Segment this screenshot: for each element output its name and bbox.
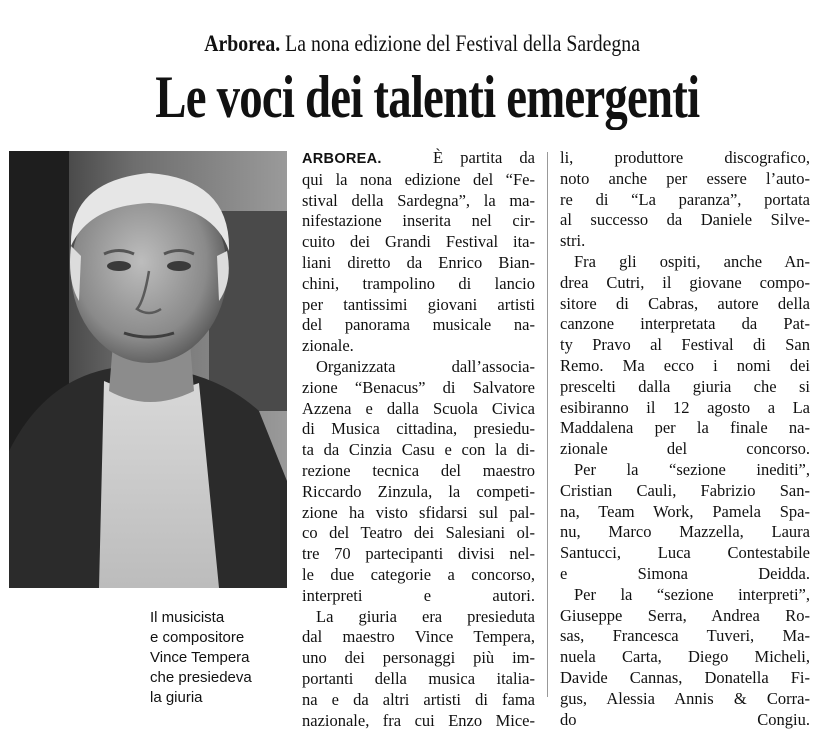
paragraph — [302, 357, 535, 607]
text-line: dal maestro Vince Tempera, — [302, 627, 535, 647]
article-photo — [9, 151, 287, 588]
text-line: portanti della musica italia- — [302, 668, 535, 688]
text-line: Per la “sezione interpreti”, — [574, 584, 810, 604]
text-line: noto anche per essere l’auto- — [560, 168, 810, 188]
text-line: zione “Benacus” di Salvatore — [302, 377, 535, 397]
photo-caption — [150, 608, 290, 708]
text-line: Fra gli ospiti, anche An- — [574, 251, 810, 271]
caption-line: Il musicista — [150, 609, 225, 626]
text-line: qui la nona edizione del “Fe- — [302, 169, 535, 189]
text-line: zione ha visto sfidarsi sul pal- — [302, 502, 535, 522]
text-line: prescelti dalla giuria che si — [560, 376, 810, 396]
paragraph — [560, 252, 810, 460]
text-line: Santucci, Luca Contestabile — [560, 543, 810, 563]
headline: Le voci dei talenti emergenti — [155, 64, 700, 130]
text-line: interpreti e autori. — [302, 585, 535, 605]
article-column-1 — [302, 148, 535, 731]
text-line: tre 70 partecipanti divisi nel- — [302, 544, 535, 564]
text-line: Organizzata dall’associa- — [316, 356, 535, 376]
text-line: do Congiu. — [560, 709, 810, 729]
text-line: per tantissimi giovani artisti — [302, 294, 535, 314]
column-rule — [547, 152, 548, 697]
paragraph — [560, 585, 810, 731]
text-line: Maddalena per la finale na- — [560, 418, 810, 438]
text-line: na e da altri artisti di fama — [302, 689, 535, 709]
text-line: na, Team Work, Pamela Spa- — [560, 501, 810, 521]
text-line: Riccardo Zinzula, la competi- — [302, 481, 535, 501]
text-line: uno dei personaggi più im- — [302, 648, 535, 668]
dateline: ARBOREA. — [302, 151, 382, 167]
text-line: Per la “sezione inediti”, — [574, 459, 810, 479]
kicker — [67, 30, 777, 58]
text-line: del panorama musicale na- — [302, 315, 535, 335]
text-line: canzone interpretata da Pat- — [560, 314, 810, 334]
caption-line: e compositore — [150, 629, 245, 646]
text-line: nazionale, fra cui Enzo Mice- — [302, 710, 535, 730]
text-line: stival della Sardegna”, la ma- — [302, 190, 535, 210]
text-line: ty Pravo al Festival di San — [560, 335, 810, 355]
text-line: li, produttore discografico, — [560, 148, 810, 167]
text-line: zionale. — [302, 336, 354, 356]
text-line: esibiranno il 12 agosto a La — [560, 397, 810, 417]
text-line: rezione tecnica del maestro — [302, 460, 535, 480]
text-line: Giuseppe Serra, Andrea Ro- — [560, 605, 810, 625]
article-column-2 — [560, 148, 810, 730]
text-line: ta da Cinzia Casu e con la di- — [302, 440, 535, 460]
text-line: le due categorie a concorso, — [302, 564, 535, 584]
kicker-text: La nona edizione del Festival della Sardegna — [285, 31, 640, 56]
text-line: liani diretto da Enrico Bian- — [302, 252, 535, 272]
text-line: nu, Marco Mazzella, Laura — [560, 522, 810, 542]
text-line: chini, trampolino di lancio — [302, 273, 535, 293]
text-line: re di “La paranza”, portata — [560, 189, 810, 209]
text-line: al successo da Daniele Silve- — [560, 210, 810, 230]
text-line: nifestazione inserita nel cir- — [302, 211, 535, 231]
text-line: sas, Francesca Tuveri, Ma- — [560, 626, 810, 646]
paragraph — [302, 148, 535, 357]
text-line: e Simona Deidda. — [560, 563, 810, 583]
text-line: sitore di Cabras, autore della — [560, 293, 810, 313]
text-line: di Musica cittadina, presiedu- — [302, 419, 535, 439]
text-line: nuela Carta, Diego Micheli, — [560, 647, 810, 667]
text-line: gus, Alessia Annis & Corra- — [560, 688, 810, 708]
paragraph — [560, 460, 810, 585]
caption-line: la giuria — [150, 689, 203, 706]
text-line: ARBOREA. È partita da — [302, 148, 536, 167]
kicker-place: Arborea. — [204, 31, 281, 56]
paragraph — [560, 148, 810, 252]
text-line: zionale del concorso. — [560, 439, 810, 459]
text-line: co del Teatro dei Salesiani ol- — [302, 523, 535, 543]
text-line: La giuria era presieduta — [316, 606, 535, 626]
text-line: Remo. Ma ecco i nomi dei — [560, 355, 810, 375]
text-line: drea Cutri, il giovane compo- — [560, 272, 810, 292]
text-line: Cristian Cauli, Fabrizio San- — [560, 480, 810, 500]
caption-line: che presiedeva — [150, 669, 252, 686]
text-line: stri. — [560, 231, 586, 251]
text-line: Davide Cannas, Donatella Fi- — [560, 667, 810, 687]
caption-line: Vince Tempera — [150, 649, 250, 666]
paragraph — [302, 607, 535, 732]
text-line: cuito dei Grandi Festival ita- — [302, 232, 535, 252]
text-line: Azzena e dalla Scuola Civica — [302, 398, 535, 418]
